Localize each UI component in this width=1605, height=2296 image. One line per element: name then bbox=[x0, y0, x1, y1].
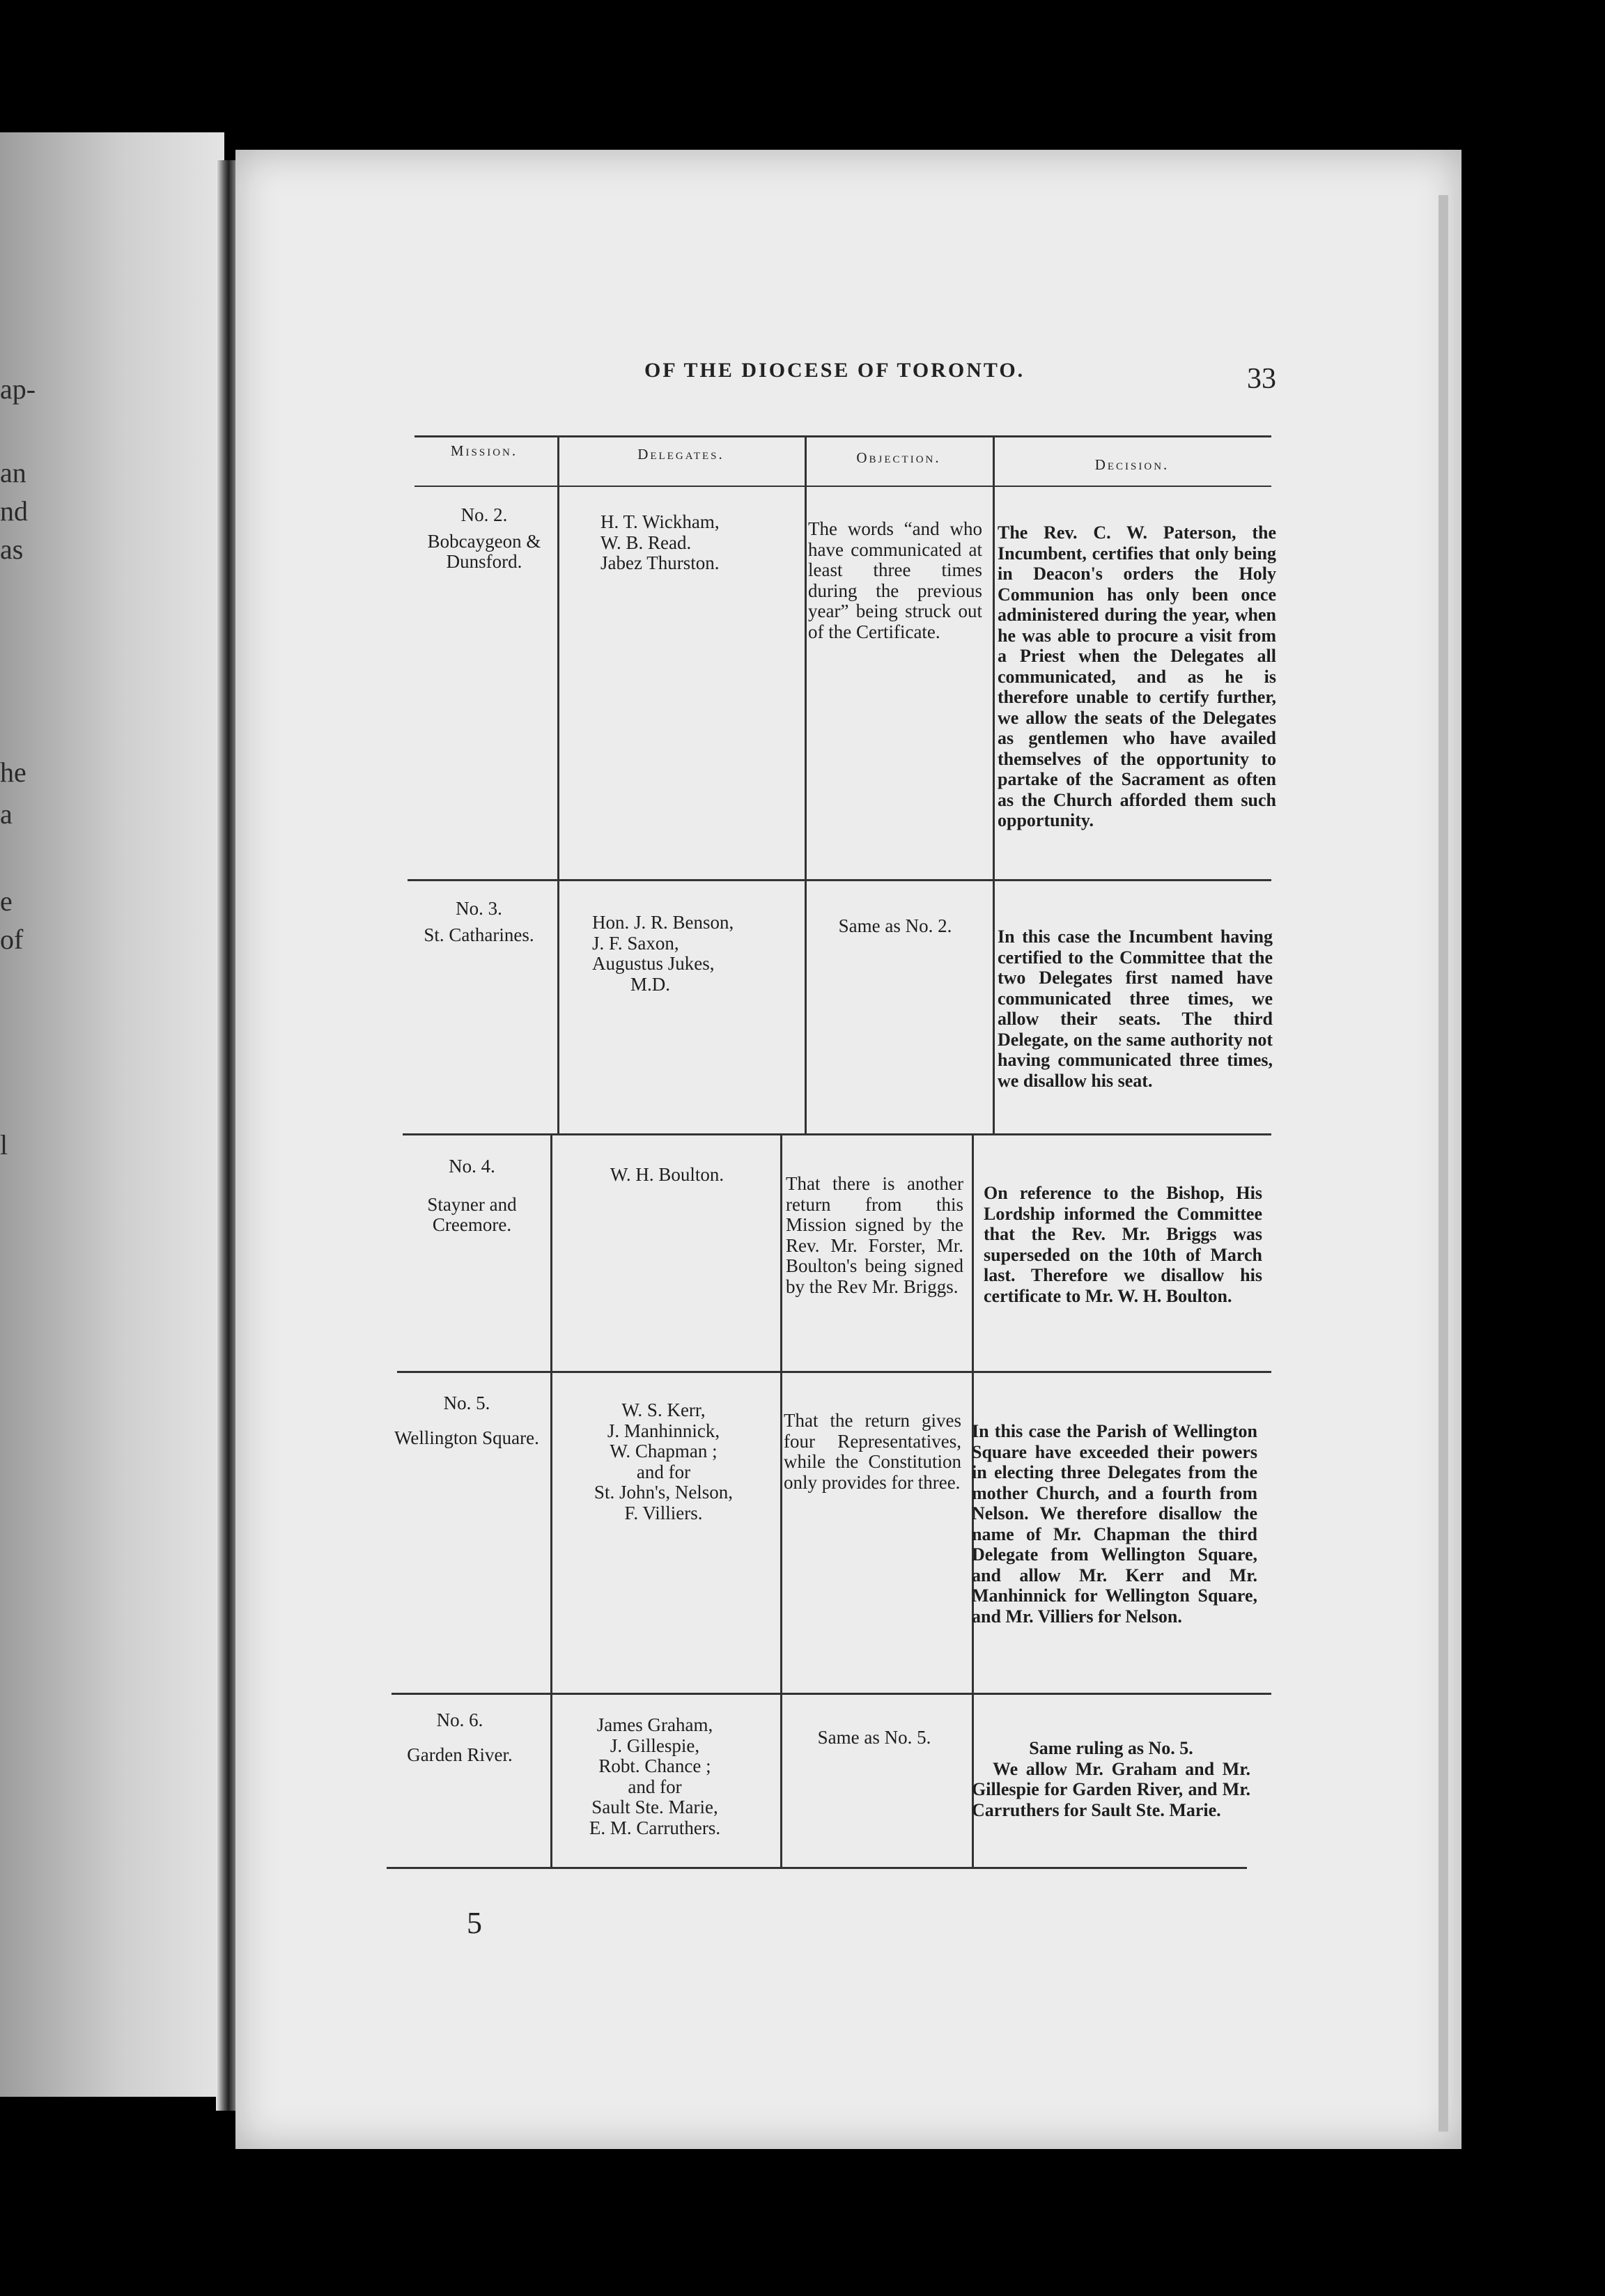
delegate-name: E. M. Carruthers. bbox=[589, 1817, 721, 1838]
delegate-name: M.D. bbox=[630, 973, 671, 995]
mission-number: No. 5. bbox=[443, 1393, 490, 1413]
table-row bbox=[383, 1710, 536, 1765]
objection-text: That the return gives four Representatives, while the Constitution only provides for three. bbox=[784, 1410, 961, 1493]
table-top-rule bbox=[414, 435, 1271, 437]
delegate-name: F. Villiers. bbox=[624, 1502, 703, 1523]
delegates-list bbox=[557, 1165, 777, 1186]
table-row bbox=[404, 899, 554, 945]
delegate-name: and for bbox=[636, 1461, 691, 1482]
column-header-decision: Decision. bbox=[1094, 456, 1170, 473]
decision-text: In this case the Incumbent having certified to the Committee that the two Delegates first named have communicated three times, we allow their seats. The third Delegate, on the same authority not having communicated three times, we disallow his seat. bbox=[998, 926, 1273, 1091]
table-row bbox=[411, 505, 557, 573]
delegate-name: and for bbox=[628, 1776, 682, 1797]
left-page-fragment: nd bbox=[0, 495, 28, 527]
delegate-name: W. S. Kerr, bbox=[621, 1399, 706, 1420]
left-facing-page bbox=[0, 132, 224, 2097]
delegate-name: Robt. Chance ; bbox=[598, 1755, 711, 1776]
left-page-fragment: as bbox=[0, 534, 24, 565]
header-rule bbox=[414, 486, 1271, 487]
left-page-fragment: of bbox=[0, 924, 24, 955]
decision-text: The Rev. C. W. Paterson, the Incumbent, certifies that only being in Deacon's orders the Holy Communion has only been once administered during the year, when he was able to procure a visit from a Priest when the Delegates all communicated, and as he is therefore unable to certify further, we allow the seats of the Delegates as gentlemen who have availed themselves of the opportunity to partake of the Sacrament as often as the Church afforded them such opportunity. bbox=[998, 522, 1276, 830]
delegate-name: W. Chapman ; bbox=[610, 1441, 718, 1461]
column-rule bbox=[805, 435, 807, 1133]
delegate-name: J. Manhinnick, bbox=[607, 1420, 720, 1441]
delegates-list bbox=[600, 512, 802, 574]
delegate-name: Hon. J. R. Benson, bbox=[592, 912, 734, 933]
decision-text bbox=[972, 1738, 1250, 1820]
left-page-fragment: l bbox=[0, 1129, 8, 1161]
decision-text: In this case the Parish of Wellington Square have exceeded their powers in electing three Delegates from the mother Church, and a fourth from Nelson. We therefore disallow the name of Mr. Chapman the third Delegate from Wellington Square, and allow Mr. Kerr and Mr. Manhinnick for Wellington Square, and Mr. Villiers for Nelson. bbox=[972, 1421, 1257, 1627]
delegate-name: J. F. Saxon, bbox=[592, 932, 679, 954]
objection-text: Same as No. 5. bbox=[817, 1727, 931, 1748]
signature-mark: 5 bbox=[467, 1906, 482, 1940]
row-rule bbox=[408, 879, 1271, 881]
book-gutter bbox=[216, 160, 237, 2111]
delegate-name: Sault Ste. Marie, bbox=[591, 1797, 718, 1817]
column-header-mission: Mission. bbox=[450, 442, 518, 459]
row-rule bbox=[397, 1371, 1271, 1373]
left-page-fragment: e bbox=[0, 885, 13, 917]
delegates-list bbox=[592, 913, 801, 995]
objection-text: The words “and who have communicated at least three times during the previous year” being struck out of the Certificate. bbox=[808, 518, 982, 642]
table-row bbox=[390, 1393, 543, 1448]
mission-number: No. 2. bbox=[460, 504, 508, 525]
mission-name: St. Catharines. bbox=[424, 924, 534, 945]
delegate-name: Jabez Thurston. bbox=[600, 552, 720, 573]
left-page-fragment: an bbox=[0, 457, 26, 488]
column-header-delegates: Delegates. bbox=[637, 446, 724, 463]
page-number: 33 bbox=[1247, 363, 1276, 395]
delegate-name: W. H. Boulton. bbox=[610, 1164, 724, 1185]
running-head: OF THE DIOCESE OF TORONTO. bbox=[644, 359, 1025, 382]
delegate-name: W. B. Read. bbox=[600, 532, 692, 553]
objection-text: That there is another return from this Mission signed by the Rev. Mr. Forster, Mr. Boulton's being signed by the Rev Mr. Briggs. bbox=[786, 1173, 963, 1297]
decision-text: On reference to the Bishop, His Lordship informed the Committee that the Rev. Mr. Briggs was superseded on the 10th of March last. Therefore we disallow his certificate to Mr. W. H. Boulton. bbox=[984, 1183, 1262, 1306]
page-edge bbox=[1439, 195, 1448, 2132]
delegate-name: Augustus Jukes, bbox=[592, 953, 715, 974]
left-page-fragment: he bbox=[0, 757, 26, 788]
column-rule bbox=[780, 1133, 782, 1867]
delegate-name: J. Gillespie, bbox=[610, 1735, 700, 1756]
column-header-objection: Objection. bbox=[856, 449, 941, 466]
row-rule bbox=[403, 1133, 1271, 1135]
table-bottom-rule bbox=[387, 1867, 1247, 1869]
left-page-fragment: ap- bbox=[0, 373, 36, 405]
decision-line: We allow Mr. Graham and Mr. Gillespie for Garden River, and Mr. Carruthers for Sault Ste. Marie. bbox=[972, 1758, 1250, 1820]
delegates-list bbox=[550, 1400, 777, 1523]
column-rule bbox=[557, 435, 559, 1133]
mission-name: Stayner and Creemore. bbox=[427, 1193, 517, 1235]
mission-number: No. 6. bbox=[436, 1709, 483, 1730]
mission-number: No. 3. bbox=[456, 898, 502, 919]
delegate-name: H. T. Wickham, bbox=[600, 511, 720, 532]
mission-name: Wellington Square. bbox=[394, 1427, 539, 1448]
decision-line: Same ruling as No. 5. bbox=[1029, 1738, 1193, 1758]
left-page-fragment: a bbox=[0, 798, 13, 830]
mission-name: Garden River. bbox=[407, 1744, 513, 1765]
delegates-list bbox=[540, 1715, 770, 1838]
mission-name: Bobcaygeon & Dunsford. bbox=[427, 530, 541, 572]
column-rule bbox=[993, 435, 995, 1133]
delegate-name: James Graham, bbox=[596, 1714, 713, 1735]
table-row bbox=[397, 1156, 547, 1236]
mission-number: No. 4. bbox=[449, 1156, 495, 1177]
delegate-name: St. John's, Nelson, bbox=[594, 1482, 734, 1503]
objection-text: Same as No. 2. bbox=[838, 915, 952, 936]
row-rule bbox=[391, 1693, 1271, 1695]
